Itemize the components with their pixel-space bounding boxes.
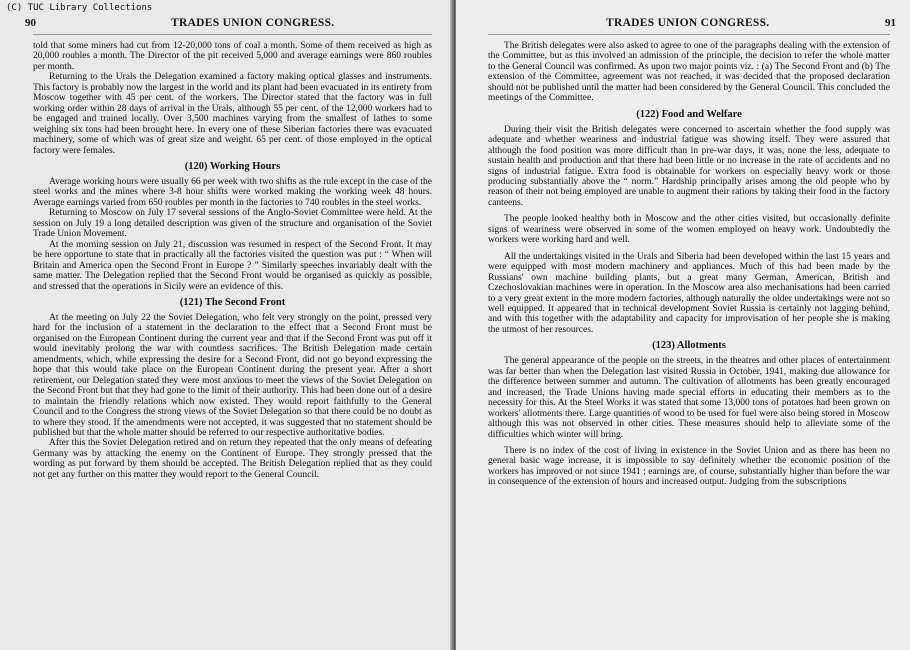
paragraph: told that some miners had cut from 12-20,000 tons of coal a month. Some of them received as high as 20,000 roubles a month. The Director of the pit received 5,000 and average earnings were 860 roubles per month.: [33, 41, 432, 72]
paragraph: At the morning session on July 21, discussion was resumed in respect of the Second Front. It may be here opportune to state that in practically all the factories visited the question was put : “ When will Britain and America open the Second Front in Europe ? ” Similarly speeches invariably dealt with the same matter. The Delegation replied that the Second Front would be organised as quickly as possible, and stressed that the operations in Sicily were an evidence of this.: [33, 239, 432, 292]
right-page-header: [488, 14, 896, 35]
paragraph: After this the Soviet Delegation retired and on return they repeated that the only means of defeating Germany was by attacking the enemy on the Continent of Europe. They strongly pressed that the wording as put forward by them should be accepted. The British Delegation replied that as they could not get any further on this matter they would report to the General Council.: [33, 438, 432, 480]
paragraph: At the meeting on July 22 the Soviet Delegation, who felt very strongly on the point, pressed very hard for the inclusion of a statement in the declaration to the effect that a Second Front must be organised on the European Continent during the current year and that if the Second Front was put off it would inevitably prolong the war with countless sacrifices. The British Delegation made certain amendments, which, while expressing the desire for a Second Front, did not go beyond expressing the hope that this would take place on the European Continent during the present year. After a short retirement, our Delegation stated they were most anxious to meet the views of the Soviet Delegation on the Second Front but that they had gone to the limit of their authority. This had been done out of a desire to maintain the friendly relations which now existed. They would report faithfully to the General Council and to the Congress the strong views of the Soviet Delegation so that there could be no doubt as to where they stood. If the amendments were not accepted, it was suggested that no statement should be published but that the whole matter should be referred to our respective authoritative bodies.: [33, 312, 432, 438]
watermark: (C) TUC Library Collections: [6, 3, 153, 13]
paragraph: There is no index of the cost of living in existence in the Soviet Union and as there has been no general basic wage increase, it is impossible to say definitely whether the economic position of the workers has improved or not since 1941 ; earnings are, of course, substantially higher than before the war in consequence of the extension of hours and increased output. Judging from the subscriptions: [488, 445, 890, 488]
paragraph: The general appearance of the people on the streets, in the theatres and other places of entertainment was far better than when the Delegation last visited Russia in October, 1941, making due allowance for the difference between summer and autumn. The cultivation of allotments has been greatly encouraged and increased, the Trade Unions having made special efforts in educating their members as to the necessity for this. At the Steel Works it was stated that some 13,000 tons of potatoes had been grown on workers' allotments there. Large quantities of wood to be used for fuel were also being stored in Moscow although this was not observed in other cities. These measures should help to alleviate some of the difficulties which winter will bring.: [488, 356, 890, 440]
left-page-header: [25, 14, 432, 35]
paragraph: Returning to the Urals the Delegation examined a factory making optical glasses and instruments. This factory is probably now the largest in the world and its plant had been evacuated in its entirety from Moscow together with 45 per cent. of the workers. The Director stated that the factory was in full working order within 28 days of arrival in the Urals, although 55 per cent. of the 12,000 workers had to be engaged and trained locally. Over 3,500 machines varying from the smallest of lathes to some weighing six tons had been brought here. In every one of these Siberian factories there was evacuated machinery, some of which was of great size and weight. 65 per cent. of those employed in the optical factory were females.: [33, 72, 432, 156]
right-running-head: TRADES UNION CONGRESS.: [606, 17, 770, 29]
section-heading-121: (121) The Second Front: [179, 296, 286, 308]
section-heading-120: (120) Working Hours: [184, 160, 281, 172]
right-page-number: 91: [885, 17, 896, 29]
section-heading-123: (123) Allotments: [652, 340, 726, 352]
paragraph: Returning to Moscow on July 17 several sessions of the Anglo-Soviet Committee were held. At the session on July 19 a long detailed description was given of the structure and organisation of the Soviet Trade Union Movement.: [33, 208, 432, 240]
paragraph: The people looked healthy both in Moscow and the other cities visited, but occasionally definite signs of weariness were observed in some of the women employed on heavy work. Undoubtedly the workers were working hard and well.: [488, 214, 890, 246]
paragraph: During their visit the British delegates were concerned to ascertain whether the food supply was adequate and whether weariness and industrial fatigue was showing itself. They were assured that although the food position was more difficult than in pre-war days, it was, none the less, adequate to sustain health and production and that there had been little or no increase in the rate of accidents and no signs of industrial fatigue. Extra food is obtainable for workers on especially heavy work or those producing substantially above the “ norm.” Hardship principally arises among the old people who by reason of their not being employed are unable to augment their rations by taking their food in the factory canteens.: [488, 124, 890, 208]
left-page-number: 90: [25, 17, 36, 29]
section-heading-122: (122) Food and Welfare: [636, 108, 742, 120]
left-page: [0, 0, 452, 650]
paragraph: All the undertakings visited in the Urals and Siberia had been developed within the last 15 years and were equipped with most modern machinery and appliances. Much of this had been made by the Russians' own machine building plants, but a great many German, American, British and Czechoslovakian machines were in operation. In the Moscow area also mechanisations had been carried to a very great extent in the more modern factories, although naturally the older undertakings were not so well equipped. It appeared that in technical development Soviet Russia is certainly not lagging behind, and with this together with the adaptability and capacity for improvisation of her people she is making the utmost of her resources.: [488, 251, 890, 335]
right-page: [456, 0, 910, 650]
paragraph: Average working hours were usually 66 per week with two shifts as the rule except in the case of the steel works and the mines where 3-8 hour shifts were worked making the working week 48 hours. Average earnings varied from 650 roubles per month in the factories to 740 roubles in the steel works.: [33, 176, 432, 208]
paragraph: The British delegates were also asked to agree to one of the paragraphs dealing with the extension of the Committee, but as this involved an admission of the principle, the decision to refer the whole matter to the General Council was confirmed. As upon two major points viz. : (a) The Second Front and (b) The extension of the Committee, agreement was not reached, it was decided that the proposed declaration should not be published until the matter had been considered by the General Council. This concluded the meetings of the Committee.: [488, 41, 890, 104]
left-running-head: TRADES UNION CONGRESS.: [171, 17, 335, 29]
